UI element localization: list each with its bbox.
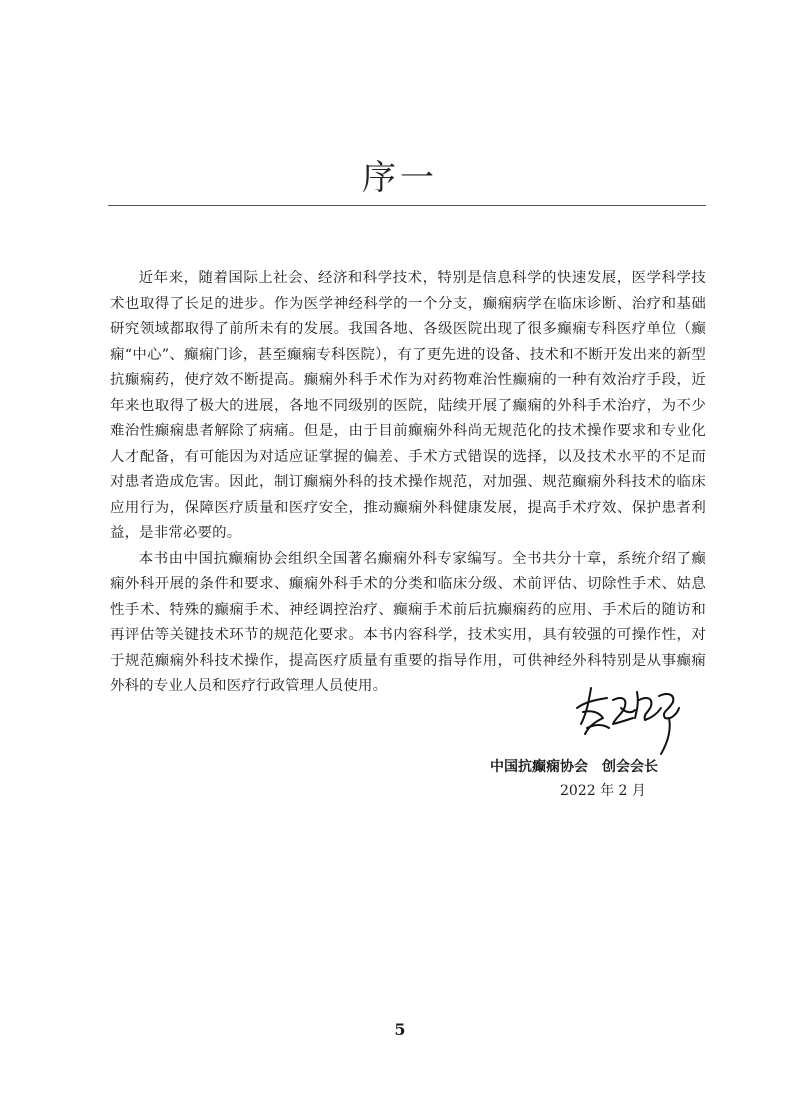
page-title: 序一 <box>362 158 438 198</box>
preface-body <box>110 266 706 700</box>
paragraph-1: 近年来，随着国际上社会、经济和科学技术，特别是信息科学的快速发展，医学科学技术也取得了长足的进步。作为医学神经科学的一个分支，癫痫病学在临床诊断、治疗和基础研究领域都取得了前所未有的发展。我国各地、各级医院出现了很多癫痫专科医疗单位（癫痫“中心”、癫痫门诊，甚至癫痫专科医院），有了更先进的设备、技术和不断开发出来的新型抗癫痫药，使疗效不断提高。癫痫外科手术作为对药物难治性癫痫的一种有效治疗手段，近年来也取得了极大的进展，各地不同级别的医院，陆续开展了癫痫的外科手术治疗，为不少难治性癫痫患者解除了病痛。但是，由于目前癫痫外科尚无规范化的技术操作要求和专业化人才配备，有可能因为对适应证掌握的偏差、手术方式错误的选择，以及技术水平的不足而对患者造成危害。因此，制订癫痫外科的技术操作规范，对加强、规范癫痫外科技术的临床应用行为，保障医疗质量和医疗安全，推动癫痫外科健康发展，提高手术疗效、保护患者利益，是非常必要的。 <box>110 270 706 541</box>
signatory-organization: 中国抗癫痫协会 <box>490 759 588 775</box>
signature-date: 2022 年 2 月 <box>560 783 646 799</box>
paragraph-2: 本书由中国抗癫痫协会组织全国著名癫痫外科专家编写。全书共分十章，系统介绍了癫痫外科开展的条件和要求、癫痫外科手术的分类和临床分级、术前评估、切除性手术、姑息性手术、特殊的癫痫手术、神经调控治疗、癫痫手术前后抗癫痫药的应用、手术后的随访和再评估等关键技术环节的规范化要求。本书内容科学，技术实用，具有较强的可操作性，对于规范癫痫外科技术操作，提高医疗质量有重要的指导作用，可供神经外科特别是从事癫痫外科的专业人员和医疗行政管理人员使用。 <box>110 550 706 694</box>
handwritten-signature-icon <box>565 678 695 758</box>
title-divider <box>108 205 706 206</box>
page-number: 5 <box>394 1020 406 1039</box>
signatory-role: 创会会长 <box>602 759 658 775</box>
signatory-line <box>490 756 690 776</box>
